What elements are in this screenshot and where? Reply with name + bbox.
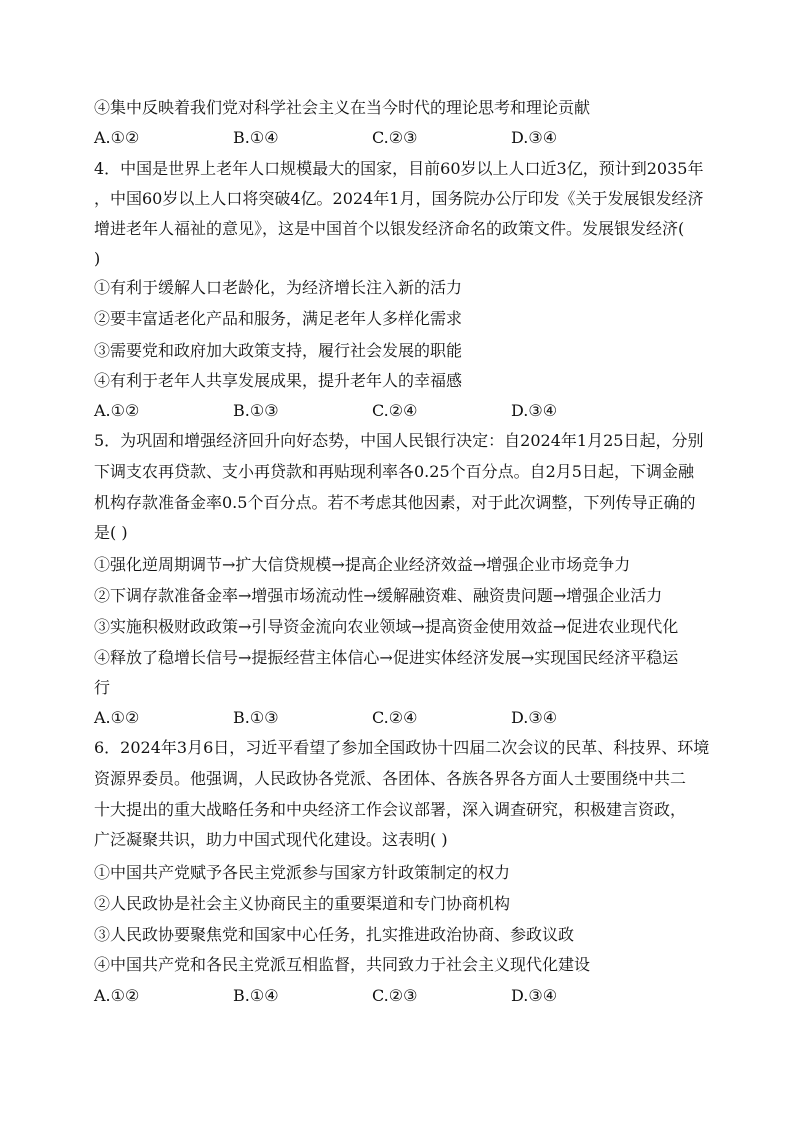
q4-item-3: ③需要党和政府加大政策支持，履行社会发展的职能 <box>94 341 463 360</box>
q5-option-b: B.①③ <box>233 708 279 727</box>
q5-stem-line: 5．为巩固和增强经济回升向好态势，中国人民银行决定：自2024年1月25日起，分别 <box>94 431 704 450</box>
q3-option-a: A.①② <box>94 128 140 147</box>
q4-option-d: D.③④ <box>511 401 558 420</box>
q3-item-4: ④集中反映着我们党对科学社会主义在当今时代的理论思考和理论贡献 <box>94 98 591 117</box>
q4-option-c: C.②④ <box>372 401 418 420</box>
q5-item-1: ①强化逆周期调节→扩大信贷规模→提高企业经济效益→增强企业市场竞争力 <box>94 555 631 574</box>
q4-option-b: B.①③ <box>233 401 279 420</box>
q5-item-4: ④释放了稳增长信号→提振经营主体信心→促进实体经济发展→实现国民经济平稳运 <box>94 648 679 667</box>
q4-item-4: ④有利于老年人共享发展成果，提升老年人的幸福感 <box>94 371 463 390</box>
q4-stem-line: ，中国60岁以上人口将突破4亿。2024年1月，国务院办公厅印发《关于发展银发经济 <box>94 189 704 208</box>
q3-option-c: C.②③ <box>372 128 418 147</box>
q6-stem-line: 广泛凝聚共识，助力中国式现代化建设。这表明( ) <box>94 830 448 849</box>
q6-stem-line: 资源界委员。他强调，人民政协各党派、各团体、各族各界各方面人士要围绕中共二 <box>94 769 687 788</box>
q5-option-a: A.①② <box>94 708 140 727</box>
q5-option-d: D.③④ <box>511 708 558 727</box>
q6-item-4: ④中国共产党和各民主党派互相监督，共同致力于社会主义现代化建设 <box>94 955 591 974</box>
q5-option-c: C.②④ <box>372 708 418 727</box>
q6-item-1: ①中国共产党赋予各民主党派参与国家方针政策制定的权力 <box>94 863 511 882</box>
q4-stem-line: ) <box>94 249 101 268</box>
q6-option-d: D.③④ <box>511 986 558 1005</box>
q5-stem-line: 下调支农再贷款、支小再贷款和再贴现利率各0.25个百分点。自2月5日起，下调金融 <box>94 462 694 481</box>
q6-stem-line: 十大提出的重大战略任务和中央经济工作会议部署，深入调查研究，积极建言资政， <box>94 800 687 819</box>
q6-item-2: ②人民政协是社会主义协商民主的重要渠道和专门协商机构 <box>94 894 511 913</box>
q4-option-a: A.①② <box>94 401 140 420</box>
q6-option-a: A.①② <box>94 986 140 1005</box>
q6-option-c: C.②③ <box>372 986 418 1005</box>
q6-option-b: B.①④ <box>233 986 279 1005</box>
q4-stem-line: 4．中国是世界上老年人口规模最大的国家，目前60岁以上人口近3亿，预计到2035年 <box>94 159 704 178</box>
q3-option-d: D.③④ <box>511 128 558 147</box>
q5-item-4-cont: 行 <box>94 678 111 697</box>
q6-options <box>94 986 714 1006</box>
q4-options <box>94 401 714 421</box>
q4-item-2: ②要丰富适老化产品和服务，满足老年人多样化需求 <box>94 309 463 328</box>
q5-options <box>94 708 714 728</box>
q3-options <box>94 128 714 148</box>
q5-item-3: ③实施积极财政政策→引导资金流向农业领域→提高资金使用效益→促进农业现代化 <box>94 617 679 636</box>
q4-item-1: ①有利于缓解人口老龄化，为经济增长注入新的活力 <box>94 278 463 297</box>
q6-item-3: ③人民政协要聚焦党和国家中心任务，扎实推进政治协商、参政议政 <box>94 925 575 944</box>
q4-stem-line: 增进老年人福祉的意见》，这是中国首个以银发经济命名的政策文件。发展银发经济( <box>94 219 685 238</box>
q5-stem-line: 是( ) <box>94 523 128 542</box>
q3-option-b: B.①④ <box>233 128 279 147</box>
q5-item-2: ②下调存款准备金率→增强市场流动性→缓解融资难、融资贵问题→增强企业活力 <box>94 586 663 605</box>
q6-stem-line: 6．2024年3月6日，习近平看望了参加全国政协十四届二次会议的民革、科技界、环境 <box>94 738 710 757</box>
q5-stem-line: 机构存款准备金率0.5个百分点。若不考虑其他因素，对于此次调整，下列传导正确的 <box>94 493 696 512</box>
